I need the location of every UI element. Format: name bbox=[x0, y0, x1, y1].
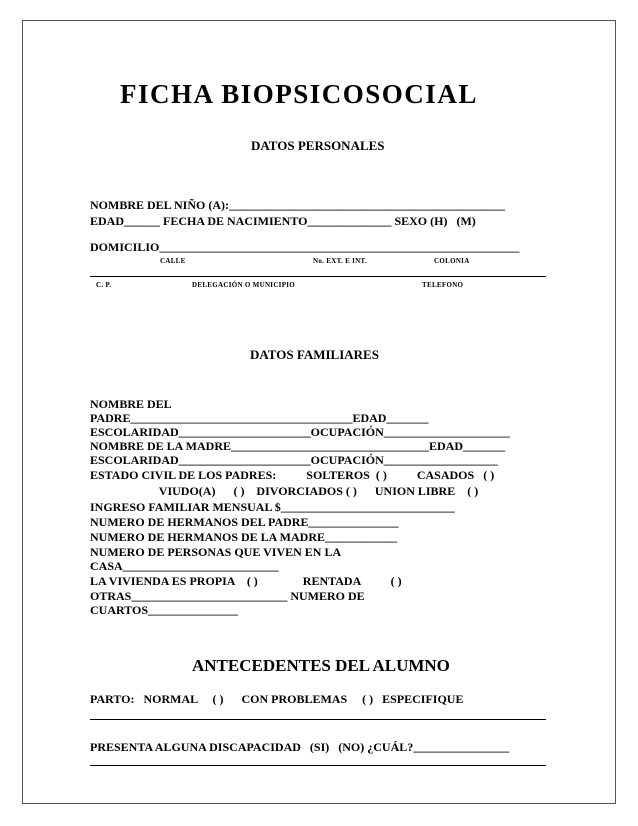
label-phone: TELEFONO bbox=[422, 281, 464, 289]
disability-specify-line[interactable] bbox=[90, 765, 546, 766]
housing-type-row[interactable]: LA VIVIENDA ES PROPIA ( ) RENTADA ( ) bbox=[90, 574, 402, 588]
mother-name-age-field[interactable]: NOMBRE DE LA MADRE_________________________________EDAD_______ bbox=[90, 439, 506, 453]
label-street: CALLE bbox=[160, 257, 186, 265]
age-birthdate-sex-field[interactable]: EDAD______ FECHA DE NACIMIENTO______________ SEXO (H) (M) bbox=[90, 214, 476, 228]
birth-type-row[interactable]: PARTO: NORMAL ( ) CON PROBLEMAS ( ) ESPECIFIQUE bbox=[90, 692, 464, 706]
father-siblings-field[interactable]: NUMERO DE HERMANOS DEL PADRE_______________ bbox=[90, 515, 399, 529]
birth-specify-line[interactable] bbox=[90, 719, 546, 720]
rooms-count-field[interactable]: CUARTOS_______________ bbox=[90, 603, 239, 617]
disability-row[interactable]: PRESENTA ALGUNA DISCAPACIDAD (SI) (NO) ¿CUÁL?________________ bbox=[90, 740, 510, 754]
family-income-field[interactable]: INGRESO FAMILIAR MENSUAL $_____________________________ bbox=[90, 500, 455, 514]
mother-siblings-field[interactable]: NUMERO DE HERMANOS DE LA MADRE____________ bbox=[90, 530, 398, 544]
marital-status-row-1[interactable]: ESTADO CIVIL DE LOS PADRES: SOLTEROS ( ) CASADOS ( ) bbox=[90, 468, 495, 482]
label-colony: COLONIA bbox=[434, 257, 470, 265]
section-heading-background: ANTECEDENTES DEL ALUMNO bbox=[192, 656, 450, 675]
address-line-2[interactable] bbox=[90, 276, 546, 277]
household-persons-field[interactable]: CASA__________________________ bbox=[90, 559, 279, 573]
marital-status-row-2[interactable]: VIUDO(A) ( ) DIVORCIADOS ( ) UNION LIBRE ( ) bbox=[90, 484, 479, 498]
section-heading-personal: DATOS PERSONALES bbox=[251, 138, 385, 153]
father-name-label: NOMBRE DEL bbox=[90, 397, 172, 411]
mother-education-occupation-field[interactable]: ESCOLARIDAD______________________OCUPACIÓN___________________ bbox=[90, 453, 498, 467]
form-title: FICHA BIOPSICOSOCIAL bbox=[120, 79, 478, 109]
label-number: No. EXT. E INT. bbox=[313, 257, 368, 265]
label-municipality: DELEGACIÓN O MUNICIPIO bbox=[192, 281, 296, 289]
father-name-age-field[interactable]: PADRE_____________________________________EDAD_______ bbox=[90, 411, 429, 425]
section-heading-family: DATOS FAMILIARES bbox=[250, 347, 379, 362]
label-postal-code: C. P. bbox=[96, 281, 112, 289]
household-persons-label: NUMERO DE PERSONAS QUE VIVEN EN LA bbox=[90, 545, 342, 559]
housing-other-field[interactable]: OTRAS__________________________ NUMERO DE bbox=[90, 589, 365, 603]
address-field[interactable]: DOMICILIO____________________________________________________________ bbox=[90, 240, 520, 254]
child-name-field[interactable]: NOMBRE DEL NIÑO (A):______________________________________________ bbox=[90, 198, 506, 212]
father-education-occupation-field[interactable]: ESCOLARIDAD______________________OCUPACIÓN_____________________ bbox=[90, 425, 510, 439]
